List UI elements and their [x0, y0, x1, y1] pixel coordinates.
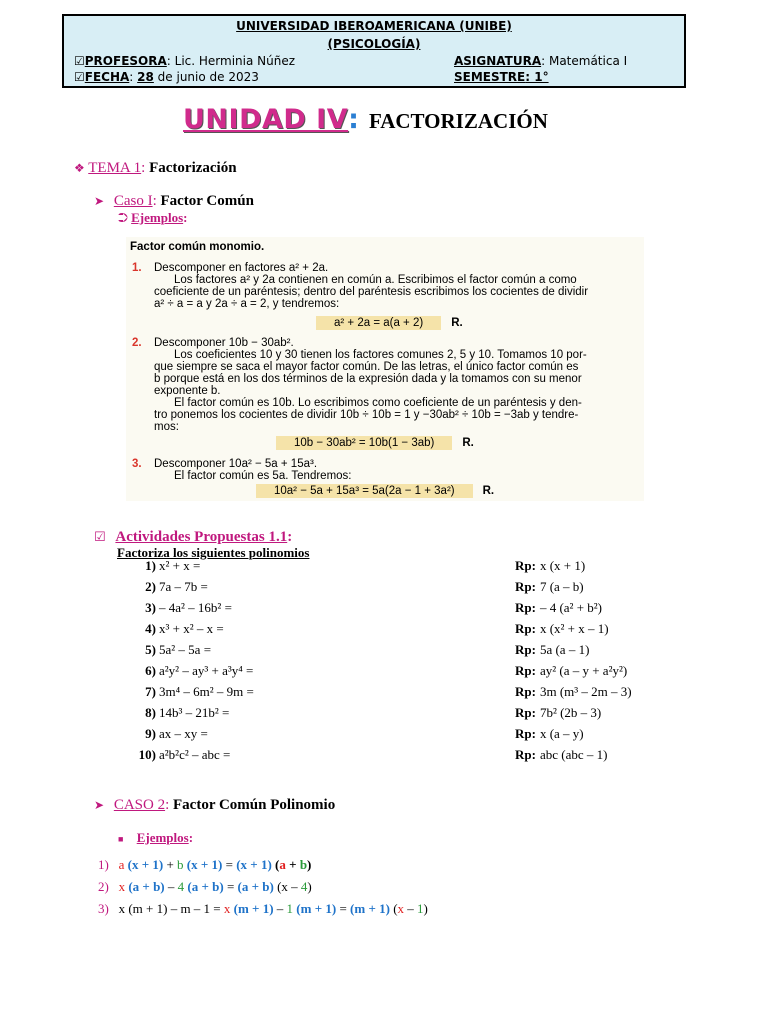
example-result: [276, 437, 474, 451]
term: (x –: [277, 879, 298, 894]
rp-value: 5a (a – 1): [539, 642, 590, 657]
example-line: mos:: [154, 421, 179, 433]
profesora-value: : Lic. Herminia Núñez: [166, 54, 296, 68]
actividades-heading: [94, 529, 292, 546]
result-highlight: a² + 2a = a(a + 2): [316, 316, 441, 330]
rp-label: Rp:: [515, 600, 536, 615]
term: x (m + 1) – m – 1 =: [118, 901, 221, 916]
term: (a + b): [237, 879, 274, 894]
exercise-answer: [515, 747, 607, 763]
exercise-expression: ax – xy =: [159, 726, 208, 741]
asignatura-label: ASIGNATURA: [454, 54, 542, 68]
caso1-colon: :: [152, 193, 157, 209]
caso2-colon: :: [165, 797, 170, 813]
exercise-expression: – 4a² – 16b² =: [159, 600, 232, 615]
term: –: [407, 901, 414, 916]
unit-label: UNIDAD IV: [183, 104, 349, 135]
ejemplos-label: Ejemplos: [131, 210, 184, 225]
checkbox-icon: ☑: [74, 70, 85, 84]
asignatura-row: [454, 54, 627, 68]
exercise-expression: 5a² – 5a =: [159, 642, 212, 657]
asignatura-value: : Matemática I: [541, 54, 628, 68]
example-line: Descomponer en factores a² + 2a.: [154, 262, 329, 274]
diamond-bullet-icon: ❖: [74, 161, 85, 175]
checkbox-icon: ☑: [74, 54, 85, 68]
tema-heading: [74, 160, 237, 177]
example-number: 2): [98, 879, 109, 894]
term: (a + b): [187, 879, 224, 894]
rp-label: Rp:: [515, 579, 536, 594]
example-number: 3.: [132, 458, 142, 470]
term: a: [279, 857, 286, 872]
tema-title: Factorización: [149, 160, 237, 176]
rp-value: x (a – y): [539, 726, 584, 741]
rp-value: ay² (a – y + a²y²): [539, 663, 628, 678]
checkbox-icon: ☑: [94, 530, 106, 545]
example-number: 2.: [132, 337, 142, 349]
exercise-number: 6): [145, 663, 156, 678]
term: 4: [177, 879, 185, 894]
example-number: 1.: [132, 262, 142, 274]
exercise-expression: x³ + x² – x =: [159, 621, 224, 636]
tema-label: TEMA 1: [88, 160, 142, 176]
term: –: [167, 879, 175, 894]
example-line: a² ÷ a = a y 2a ÷ a = 2, y tendremos:: [154, 298, 340, 310]
fecha-rest: de junio de 2023: [153, 70, 259, 84]
rp-value: abc (abc – 1): [539, 747, 608, 762]
exercise-number: 4): [145, 621, 156, 636]
example-line: Los coeficientes 10 y 30 tienen los factores comunes 2, 5 y 10. Tomamos 10 por-: [174, 349, 587, 361]
arrow-bullet-icon: ➤: [94, 798, 105, 812]
r-label: R.: [482, 485, 495, 497]
term: ): [423, 901, 428, 916]
example-line: coeficiente de un paréntesis; dentro del paréntesis escribimos los cocientes de dividir: [154, 286, 589, 298]
term: =: [226, 879, 235, 894]
example-line: b porque está en los dos términos de la expresión dada y la tomamos con su menor: [154, 373, 582, 385]
term: ): [307, 879, 312, 894]
caso1-label: Caso I: [113, 193, 153, 209]
term: +: [289, 857, 297, 872]
example-line: exponente b.: [154, 385, 221, 397]
textbook-example-box: [126, 237, 644, 501]
faculty-name: (PSICOLOGÍA): [327, 37, 421, 51]
term: (x + 1): [127, 857, 164, 872]
example-number: 3): [98, 901, 109, 916]
caso1-heading: [94, 193, 254, 210]
rp-label: Rp:: [515, 621, 536, 636]
term: 4: [300, 879, 308, 894]
rp-label: Rp:: [515, 663, 536, 678]
term: x: [397, 901, 405, 916]
exercise-answer: [515, 684, 632, 700]
rp-value: 3m (m³ – 2m – 3): [539, 684, 632, 699]
example-line: El factor común es 10b. Lo escribimos como coeficiente de un paréntesis y den-: [174, 397, 582, 409]
example-line: El factor común es 5a. Tendremos:: [174, 470, 352, 482]
example-line: Los factores a² y 2a contienen en común a. Escribimos el factor común a como: [174, 274, 577, 286]
actividades-label: Actividades Propuestas 1.1: [115, 529, 288, 545]
term: (a + b): [128, 879, 165, 894]
rp-value: x (x + 1): [539, 558, 586, 573]
semestre-label: SEMESTRE: [454, 70, 526, 84]
curved-arrow-icon: ⮊: [118, 210, 128, 225]
rp-value: 7b² (2b – 3): [539, 705, 602, 720]
rp-label: Rp:: [515, 726, 536, 741]
result-highlight: 10a² − 5a + 15a³ = 5a(2a − 1 + 3a²): [256, 484, 473, 498]
exercise-answer: [515, 558, 585, 574]
rp-label: Rp:: [515, 684, 536, 699]
term: (m + 1): [350, 901, 390, 916]
exercise-answer: [515, 642, 589, 658]
exercise-number: 8): [145, 705, 156, 720]
rp-label: Rp:: [515, 747, 536, 762]
exercise-answer: [515, 579, 584, 595]
term: ): [307, 857, 312, 872]
actividades-subtitle: Factoriza los siguientes polinomios: [117, 545, 310, 560]
exercise-answer: [515, 705, 601, 721]
caso2-example-2: [98, 879, 312, 895]
fecha-day: 28: [137, 70, 154, 84]
unit-title: [183, 104, 548, 135]
rp-value: – 4 (a² + b²): [539, 600, 603, 615]
exercise-expression: a²b²c² – abc =: [159, 747, 231, 762]
exercise-answer: [515, 600, 602, 616]
example-line: Descomponer 10a² − 5a + 15a³.: [154, 458, 318, 470]
rp-label: Rp:: [515, 558, 536, 573]
rp-value: x (x² + x – 1): [539, 621, 609, 636]
exercise-expression: 7a – 7b =: [159, 579, 208, 594]
square-bullet-icon: ■: [118, 834, 124, 844]
caso2-heading: [94, 797, 335, 814]
unit-colon: :: [348, 104, 359, 135]
term: (: [393, 901, 398, 916]
term: (x + 1): [236, 857, 272, 872]
profesora-row: [74, 54, 295, 68]
ejemplos-label: Ejemplos: [136, 830, 189, 845]
fecha-colon: :: [129, 70, 138, 84]
term: (x + 1): [186, 857, 223, 872]
exercise-answer: [515, 663, 627, 679]
term: x: [223, 901, 231, 916]
exercise-answer: [515, 621, 609, 637]
exercise-answer: [515, 726, 584, 742]
term: (m + 1): [296, 901, 337, 916]
term: +: [166, 857, 174, 872]
example-heading: Factor común monomio.: [130, 241, 265, 253]
example-result: [316, 317, 463, 331]
document-header: [62, 14, 686, 88]
result-highlight: 10b − 30ab² = 10b(1 − 3ab): [276, 436, 452, 450]
example-result: [256, 485, 494, 499]
caso1-ejemplos: ⮊ Ejemplos:: [118, 210, 188, 225]
rp-label: Rp:: [515, 705, 536, 720]
term: b: [299, 857, 308, 872]
term: a: [118, 857, 125, 872]
rp-value: 7 (a – b): [539, 579, 584, 594]
arrow-bullet-icon: ➤: [94, 194, 105, 208]
exercise-number: 1): [145, 558, 156, 573]
caso2-title: Factor Común Polinomio: [173, 797, 336, 813]
exercise-number: 10): [138, 747, 156, 762]
exercise-expression: x² + x =: [159, 558, 201, 573]
exercise-number: 3): [145, 600, 156, 615]
profesora-label: PROFESORA: [84, 54, 167, 68]
caso2-example-1: [98, 857, 311, 873]
example-line: tro ponemos los cocientes de dividir 10b ÷ 10b = 1 y −30ab² ÷ 10b = −3ab y tendre-: [154, 409, 579, 421]
example-line: Descomponer 10b − 30ab².: [154, 337, 294, 349]
term: x: [118, 879, 126, 894]
caso2-label: CASO 2: [113, 797, 166, 813]
exercise-expression: a²y² – ay³ + a³y⁴ =: [159, 663, 254, 678]
semestre-row: [454, 70, 549, 84]
fecha-row: [74, 70, 259, 84]
tema-colon: :: [141, 160, 146, 176]
example-number: 1): [98, 857, 109, 872]
rp-label: Rp:: [515, 642, 536, 657]
caso1-title: Factor Común: [160, 193, 254, 209]
semestre-value: : 1°: [525, 70, 549, 84]
term: –: [276, 901, 284, 916]
exercise-number: 7): [145, 684, 156, 699]
r-label: R.: [451, 317, 463, 329]
term: =: [225, 857, 233, 872]
exercise-number: 9): [145, 726, 156, 741]
caso2-example-3: [98, 901, 428, 917]
term: (: [275, 857, 280, 872]
exercise-expression: 14b³ – 21b² =: [159, 705, 230, 720]
term: 1: [417, 901, 424, 916]
fecha-label: FECHA: [84, 70, 130, 84]
actividades-colon: :: [287, 529, 293, 545]
university-name: UNIVERSIDAD IBEROAMERICANA (UNIBE): [236, 19, 512, 33]
caso2-ejemplos: ■ Ejemplos:: [118, 830, 194, 845]
unit-topic: FACTORIZACIÓN: [368, 109, 548, 133]
exercise-number: 5): [145, 642, 156, 657]
term: (m + 1): [233, 901, 274, 916]
example-line: que siempre se saca el mayor factor común. De las letras, el único factor común es: [154, 361, 579, 373]
r-label: R.: [462, 437, 474, 449]
exercise-expression: 3m⁴ – 6m² – 9m =: [159, 684, 254, 699]
term: 1: [286, 901, 294, 916]
exercise-number: 2): [145, 579, 156, 594]
term: =: [339, 901, 347, 916]
term: b: [177, 857, 184, 872]
